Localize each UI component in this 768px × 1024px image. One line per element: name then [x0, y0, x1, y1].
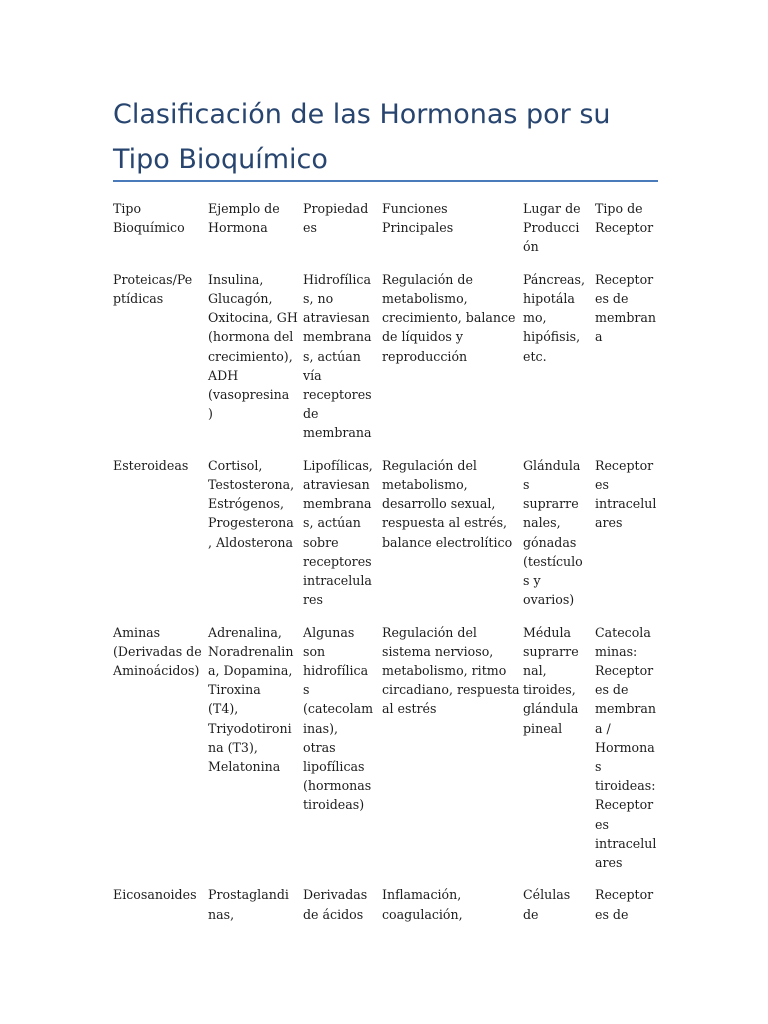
cell-text-line: Receptor [595, 663, 654, 678]
cell-text-line: Algunas [303, 624, 355, 640]
cell-text-line: (hormonas [303, 778, 372, 794]
cell-text-line: gónadas [523, 534, 577, 550]
table-cell [208, 456, 294, 552]
cell-text-line: intracelul [595, 496, 657, 512]
cell-text-line: sistema nervioso, [382, 643, 494, 659]
cell-text-line: Regulación de [382, 271, 473, 287]
cell-text-line: s [523, 477, 530, 492]
cell-text-line: Tipo [113, 201, 142, 216]
cell-text-line: Receptor [595, 457, 654, 473]
cell-text-line: ptídicas [113, 291, 164, 306]
table-cell [595, 456, 656, 533]
cell-text-line: a [595, 329, 603, 345]
cell-text-line: Receptor [595, 887, 654, 903]
cell-text-line: (catecolam [303, 701, 374, 717]
table-row [113, 885, 663, 937]
table-cell [523, 456, 583, 610]
cell-text-line: a / [595, 720, 611, 736]
cell-text-line: Proteicas/Pe [113, 271, 193, 287]
cell-text-line: Hidrofílica [303, 271, 371, 287]
table-cell [208, 270, 298, 424]
cell-text-line: Cortisol, [208, 457, 263, 473]
cell-text-line: intracelul [595, 835, 657, 851]
cell-text-line: Regulación del [382, 624, 477, 640]
cell-text-line: es [595, 816, 609, 832]
cell-text-line: s, actúan [303, 515, 361, 531]
cell-text-line: hidrofílica [303, 663, 369, 678]
cell-text-line: ón [523, 239, 539, 255]
cell-text-line: crecimiento), [208, 348, 293, 364]
table-cell [595, 270, 656, 347]
table-cell [523, 270, 585, 366]
cell-text-line: Ejemplo de [208, 201, 280, 216]
table-cell [303, 456, 373, 610]
cell-text-line: suprarre [523, 496, 579, 512]
cell-text-line: es de [595, 906, 629, 922]
cell-text-line: tiroideas) [303, 797, 365, 813]
cell-text-line: membrana [303, 329, 372, 345]
table-cell [208, 885, 289, 923]
cell-text-line: Páncreas, [523, 271, 586, 287]
table-header-row [113, 199, 663, 270]
cell-text-line: inas), [303, 720, 339, 736]
cell-text-line: coagulación, [382, 906, 463, 922]
cell-text-line: hipófisis, [523, 329, 581, 345]
cell-text-line: de [303, 406, 319, 422]
table-cell [113, 456, 188, 475]
table-cell [595, 623, 656, 873]
cell-text-line: lipofílicas [303, 759, 365, 775]
cell-text-line: (hormona del [208, 329, 294, 345]
cell-text-line: Principales [382, 220, 454, 236]
cell-text-line: res [303, 592, 323, 608]
cell-text-line: Funciones [382, 201, 448, 216]
cell-text-line: Tipo de [595, 201, 643, 216]
cell-text-line: circadiano, respuesta [382, 682, 520, 698]
cell-text-line: Hormona [595, 739, 655, 755]
cell-text-line: Adrenalina, [208, 624, 282, 640]
cell-text-line: nas, [208, 906, 235, 922]
table-cell [113, 270, 192, 308]
cell-text-line: balance electrolítico [382, 534, 513, 550]
cell-text-line: son [303, 643, 326, 659]
page-title-line: Clasificación de las Hormonas por su [113, 99, 611, 130]
page-title [113, 92, 673, 182]
table-cell [382, 270, 516, 366]
cell-text-line: minas: [595, 643, 638, 659]
cell-text-line: reproducción [382, 348, 468, 364]
cell-text-line: membran [595, 310, 657, 326]
title-underline [113, 180, 658, 182]
table-row [113, 456, 663, 623]
cell-text-line: (vasopresina [208, 387, 290, 403]
cell-text-line: membrana [303, 425, 372, 441]
cell-text-line: es de [595, 291, 629, 306]
table-cell [523, 623, 579, 738]
cell-text-line: receptores [303, 387, 372, 403]
table-cell [523, 885, 570, 923]
table-cell [303, 270, 372, 443]
table-row [113, 270, 663, 456]
cell-text-line: s [595, 759, 602, 775]
table-cell [208, 199, 280, 237]
cell-text-line: a, Dopamina, [208, 663, 293, 678]
cell-text-line: s, no [303, 291, 334, 306]
cell-text-line: nales, [523, 515, 561, 531]
cell-text-line: Triyodotironi [208, 720, 292, 736]
cell-text-line: Hormona [208, 220, 268, 236]
table-row [113, 623, 663, 886]
cell-text-line: es de [595, 682, 629, 698]
cell-text-line: Noradrenalin [208, 643, 294, 659]
table-cell [303, 199, 368, 237]
cell-text-line: de líquidos y [382, 329, 463, 345]
cell-text-line: sobre [303, 534, 339, 550]
cell-text-line: suprarre [523, 643, 579, 659]
cell-text-line: na (T3), [208, 739, 258, 755]
cell-text-line: metabolismo, [382, 291, 468, 306]
cell-text-line: Esteroideas [113, 457, 189, 473]
cell-text-line: Glándula [523, 457, 581, 473]
cell-text-line: al estrés [382, 701, 437, 717]
cell-text-line: vía [303, 367, 322, 383]
cell-text-line: membrana [303, 496, 372, 512]
cell-text-line: tiroideas: [595, 778, 656, 794]
cell-text-line: es [303, 220, 317, 236]
cell-text-line: Progesterona [208, 515, 294, 531]
cell-text-line: Derivadas [303, 887, 368, 903]
table-cell [113, 199, 185, 237]
cell-text-line: tiroides, [523, 682, 576, 698]
cell-text-line: Eicosanoides [113, 887, 197, 903]
cell-text-line: etc. [523, 348, 547, 364]
table-cell [382, 885, 463, 923]
cell-text-line: s, actúan [303, 348, 361, 364]
cell-text-line: Insulina, [208, 271, 264, 287]
cell-text-line: metabolismo, ritmo [382, 663, 507, 678]
cell-text-line: Regulación del [382, 457, 477, 473]
cell-text-line: (T4), [208, 701, 239, 717]
cell-text-line: ares [595, 515, 623, 531]
cell-text-line: membran [595, 701, 657, 717]
cell-text-line: s y [523, 573, 541, 589]
cell-text-line: s [303, 682, 310, 698]
table-cell [113, 885, 197, 904]
cell-text-line: Propiedad [303, 201, 369, 216]
table-cell [382, 623, 520, 719]
table-cell [382, 199, 453, 237]
cell-text-line: ) [208, 406, 213, 422]
cell-text-line: otras [303, 739, 336, 755]
cell-text-line: Receptor [595, 220, 654, 236]
cell-text-line: nal, [523, 663, 547, 678]
cell-text-line: Estrógenos, [208, 496, 284, 512]
cell-text-line: metabolismo, [382, 477, 468, 492]
cell-text-line: Lipofílicas, [303, 457, 373, 473]
cell-text-line: Bioquímico [113, 220, 185, 236]
cell-text-line: Testosterona, [208, 477, 295, 492]
cell-text-line: Producci [523, 220, 580, 236]
cell-text-line: Receptor [595, 271, 654, 287]
table-cell [523, 199, 581, 257]
cell-text-line: Prostaglandi [208, 887, 289, 903]
cell-text-line: Médula [523, 624, 572, 640]
cell-text-line: pineal [523, 720, 563, 736]
cell-text-line: Tiroxina [208, 682, 261, 698]
cell-text-line: glándula [523, 701, 579, 717]
cell-text-line: atraviesan [303, 477, 370, 492]
cell-text-line: Receptor [595, 797, 654, 813]
table-cell [382, 456, 512, 552]
cell-text-line: crecimiento, balance [382, 310, 516, 326]
cell-text-line: hipotála [523, 291, 575, 306]
cell-text-line: Inflamación, [382, 887, 462, 903]
cell-text-line: es [595, 477, 609, 492]
table-cell [595, 199, 653, 237]
cell-text-line: Células [523, 887, 571, 903]
cell-text-line: mo, [523, 310, 547, 326]
cell-text-line: respuesta al estrés, [382, 515, 508, 531]
cell-text-line: receptores [303, 553, 372, 569]
cell-text-line: de [523, 906, 539, 922]
cell-text-line: desarrollo sexual, [382, 496, 496, 512]
cell-text-line: Melatonina [208, 759, 281, 775]
cell-text-line: Aminoácidos) [113, 663, 200, 678]
cell-text-line: ares [595, 855, 623, 871]
cell-text-line: de ácidos [303, 906, 364, 922]
cell-text-line: , Aldosterona [208, 534, 293, 550]
cell-text-line: Catecola [595, 624, 651, 640]
cell-text-line: Lugar de [523, 201, 581, 216]
table-cell [208, 623, 293, 777]
cell-text-line: Oxitocina, GH [208, 310, 298, 326]
cell-text-line: atraviesan [303, 310, 370, 326]
cell-text-line: ovarios) [523, 592, 575, 608]
cell-text-line: (Derivadas de [113, 643, 202, 659]
cell-text-line: (testículo [523, 553, 583, 569]
table-cell [303, 623, 373, 815]
cell-text-line: Aminas [113, 624, 161, 640]
cell-text-line: intracelula [303, 573, 372, 589]
hormone-table [113, 199, 663, 937]
cell-text-line: ADH [208, 367, 239, 383]
page-title-line: Tipo Bioquímico [113, 144, 328, 175]
table-cell [303, 885, 367, 923]
cell-text-line: Glucagón, [208, 291, 273, 306]
table-cell [113, 623, 202, 681]
table-cell [595, 885, 653, 923]
